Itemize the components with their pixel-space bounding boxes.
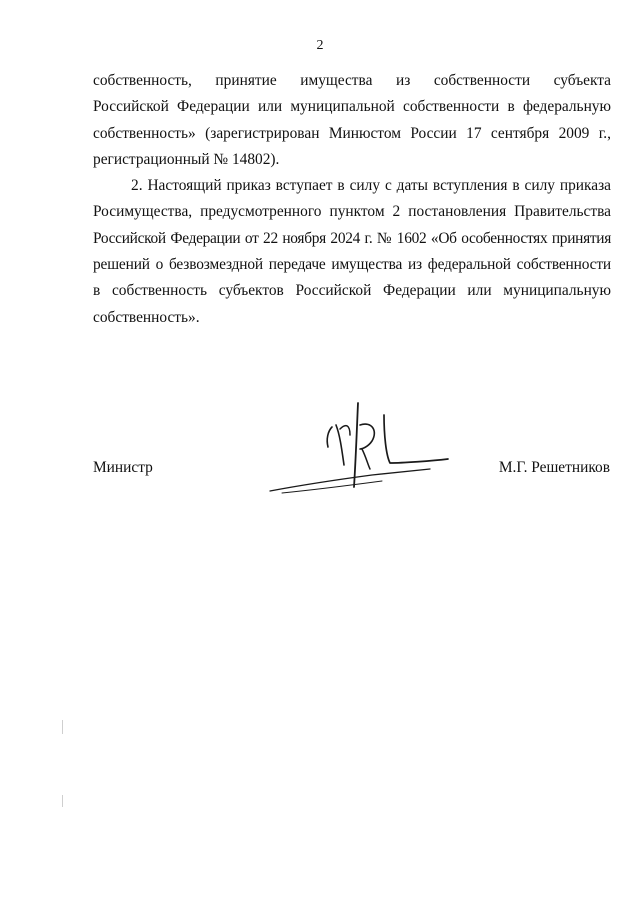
text-line: Росимущества, предусмотренного пунктом 2 постановления Правительства	[93, 203, 611, 221]
signatory-position: Министр	[93, 459, 153, 476]
text-line: собственность» (зарегистрирован Минюстом России 17 сентября 2009 г.,	[93, 124, 611, 142]
text-line: 2. Настоящий приказ вступает в силу с даты вступления в силу приказа	[131, 177, 611, 195]
signature-stroke	[354, 403, 358, 487]
text-line: Российской Федерации от 22 ноября 2024 г. № 1602 «Об особенностях принятия	[93, 229, 611, 247]
text-line: собственность, принятие имущества из собственности субъекта	[93, 72, 611, 89]
page-number: 2	[316, 38, 324, 53]
text-line: регистрационный № 14802).	[93, 150, 280, 168]
handwritten-signature	[262, 395, 462, 505]
text-line: в собственность субъектов Российской Федерации или муниципальную	[93, 282, 611, 300]
signature-stroke	[384, 415, 448, 463]
scan-artifact-line	[62, 795, 63, 807]
signature-stroke	[336, 425, 344, 465]
signature-stroke	[327, 427, 332, 447]
text-line: Российской Федерации или муниципальной собственности в федеральную	[93, 98, 611, 116]
text-line: решений о безвозмездной передаче имущества из федеральной собственности	[93, 256, 611, 274]
document-body	[93, 68, 611, 331]
signature-stroke	[340, 426, 350, 435]
paragraph-2	[93, 173, 611, 331]
scan-artifact-line	[62, 720, 63, 734]
paragraph-1	[93, 68, 611, 173]
signatory-name: М.Г. Решетников	[498, 459, 610, 476]
signature-stroke	[362, 449, 370, 469]
text-line: собственность».	[93, 308, 200, 326]
signature-stroke	[270, 469, 430, 491]
signature-stroke	[360, 424, 374, 449]
signature-stroke	[282, 481, 382, 493]
